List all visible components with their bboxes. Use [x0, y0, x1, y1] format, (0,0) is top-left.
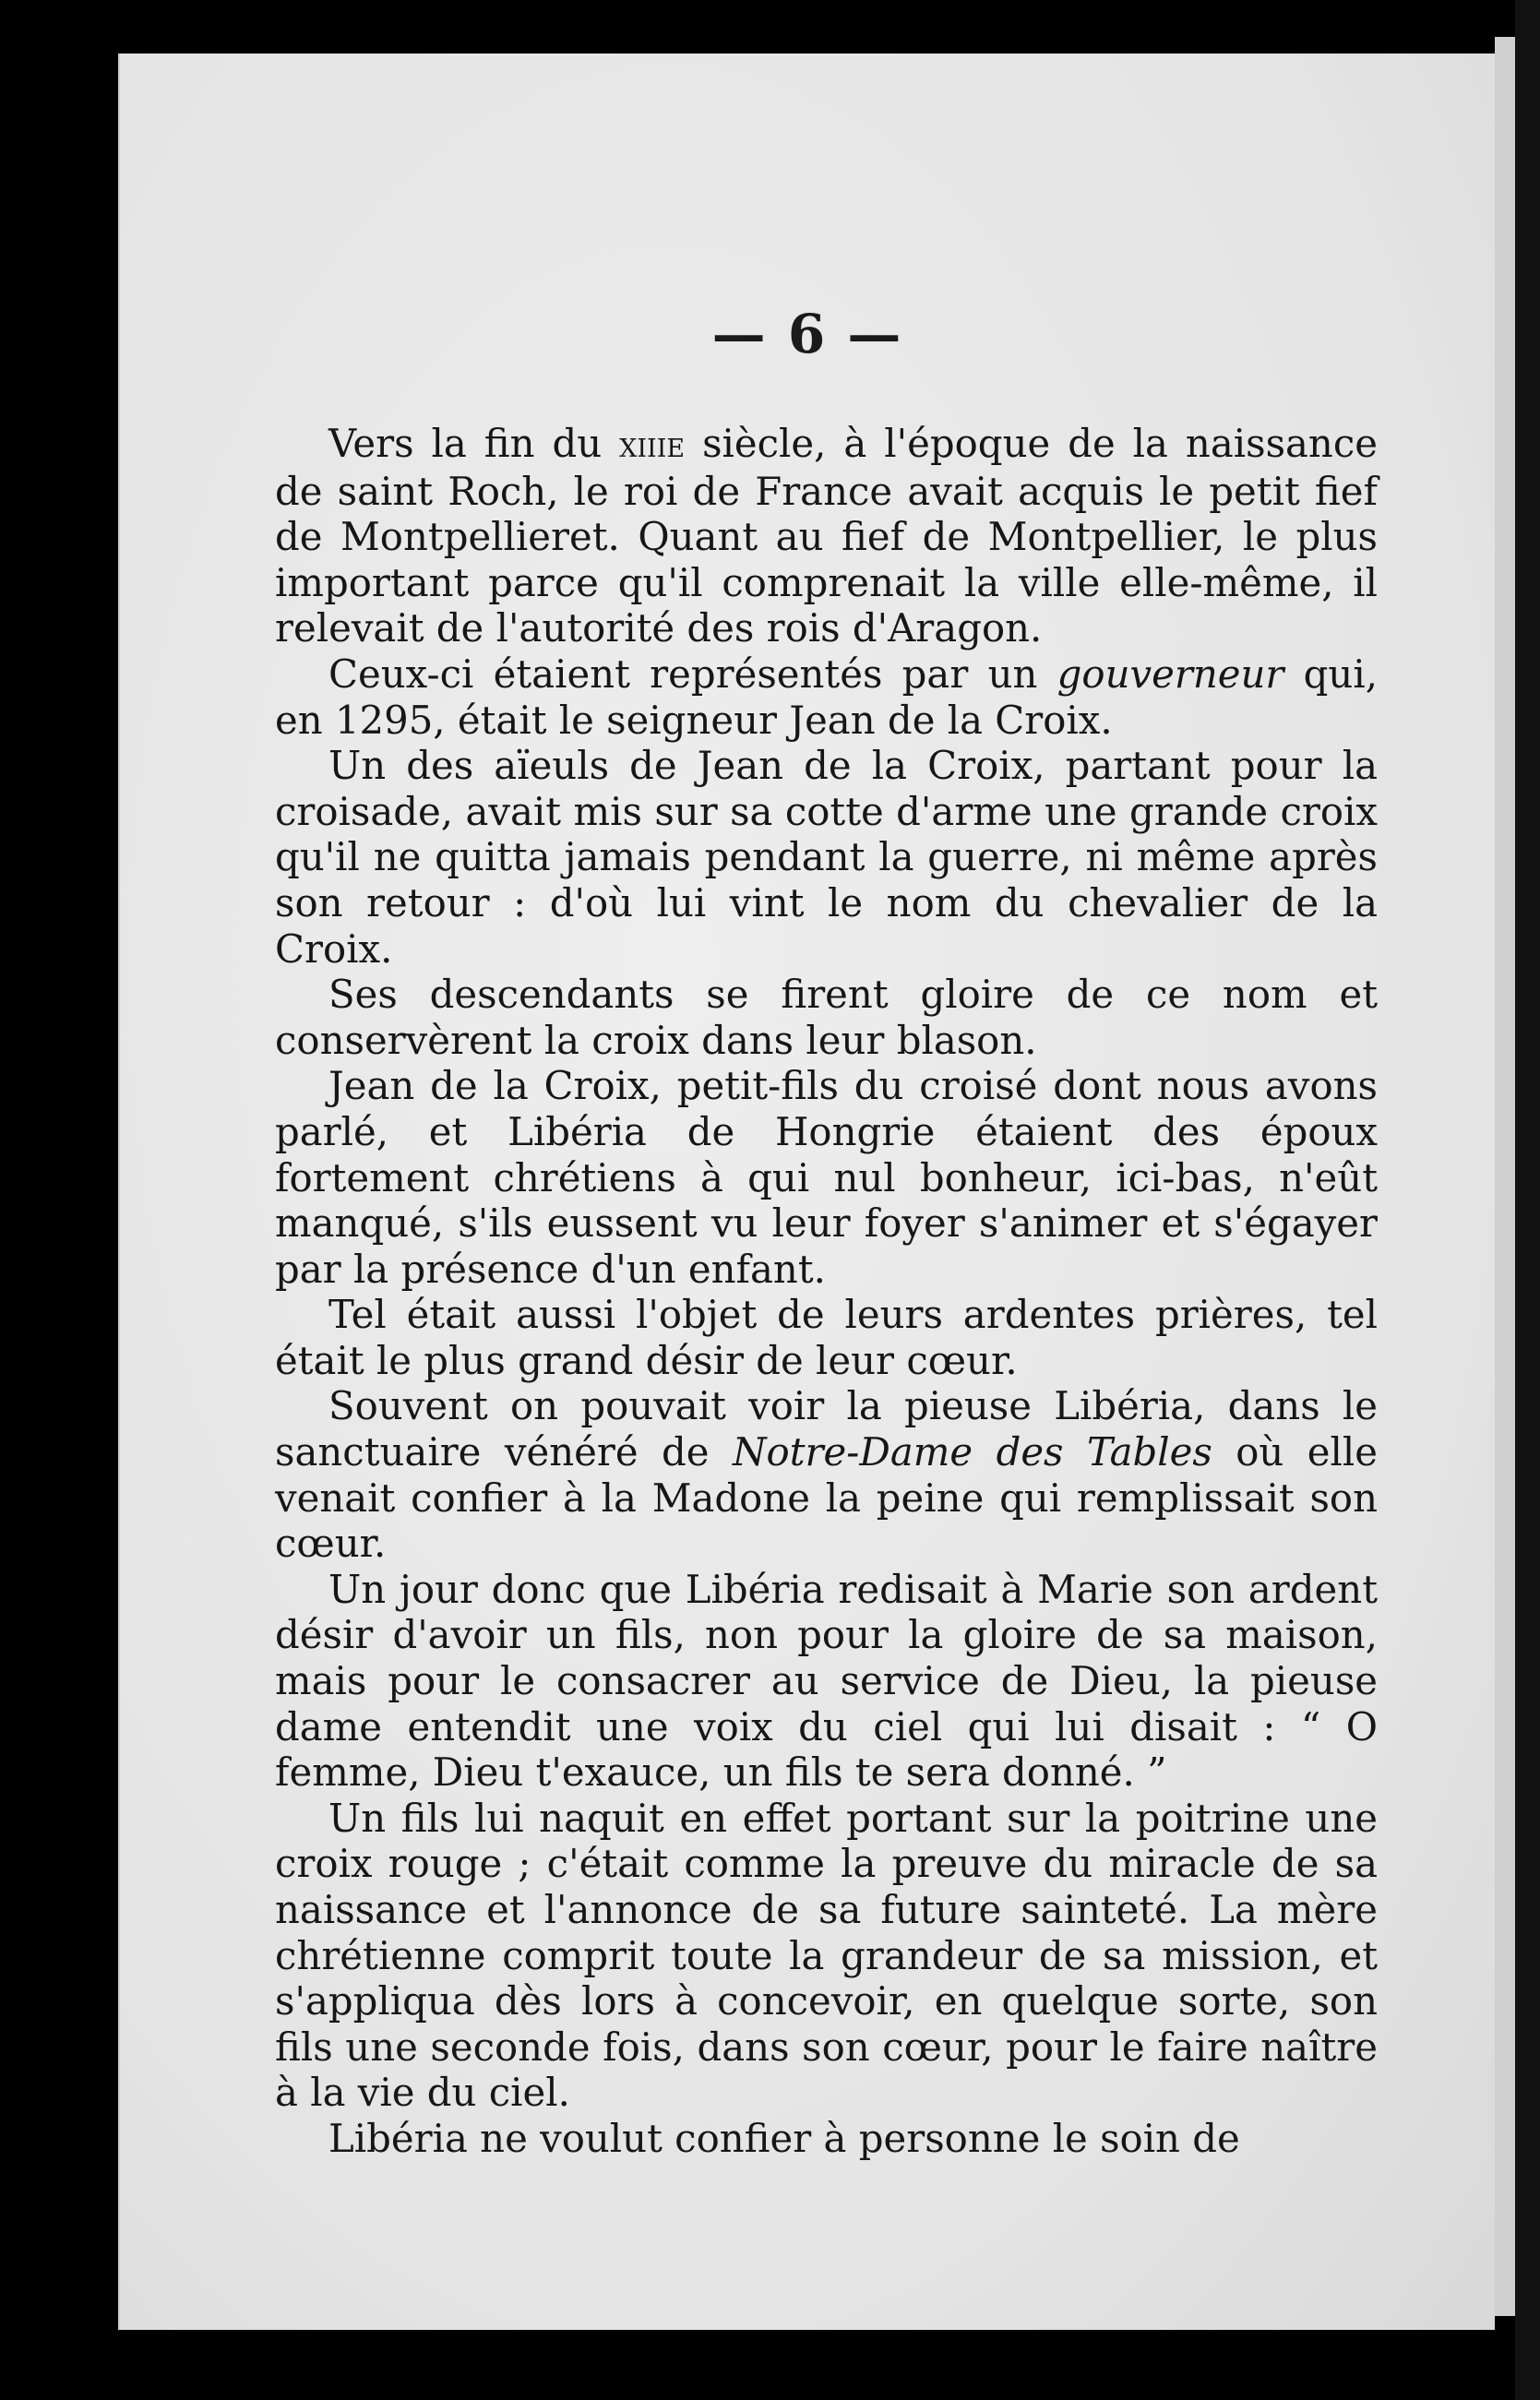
page-number: — 6 —: [711, 303, 903, 365]
paragraph-text: Un fils lui naquit en effet portant sur la poitrine une croix rouge ; c'était comme la preuve du miracle de sa naissance et l'annonce de sa future sainteté. La mère chrétienne comprit toute la grandeur de sa mission, et s'appliqua dès lors à concevoir, en quelque sorte, son fils une seconde fois, dans son cœur, pour le faire naître à la vie du ciel.: [275, 1795, 1378, 2116]
adjacent-page-edge: [1495, 37, 1515, 2316]
scan-border: [1515, 0, 1540, 2400]
paragraph: [275, 1796, 1378, 2116]
paragraph-text: Ceux-ci étaient représentés par un: [328, 651, 1057, 697]
paragraph-text: Tel était aussi l'objet de leurs ardentes prières, tel était le plus grand désir de leur cœur.: [275, 1292, 1378, 1383]
small-caps-text: xiiie: [619, 424, 686, 466]
paragraph-text: siècle, à l'époque de la naissance de saint Roch, le roi de France avait acquis le petit fief de Montpellieret. Quant au fief de Montpellier, le plus important parce qu'il comprenait la ville elle-même, il relevait de l'autorité des rois d'Aragon.: [275, 421, 1378, 651]
paragraph: [275, 1383, 1378, 1566]
italic-text: Notre-Dame des Tables: [732, 1429, 1212, 1475]
paragraph: [275, 2116, 1378, 2162]
paragraph-text: Libéria ne voulut confier à personne le soin de: [328, 2115, 1240, 2161]
paragraph: [275, 743, 1378, 972]
paragraph-text: Un jour donc que Libéria redisait à Marie son ardent désir d'avoir un fils, non pour la gloire de sa maison, mais pour le consacrer au service de Dieu, la pieuse dame entendit une voix du ciel qui lui disait : “ O femme, Dieu t'exauce, un fils te sera donné. ”: [275, 1566, 1378, 1796]
body-text: [275, 421, 1378, 2162]
paragraph: [275, 1063, 1378, 1292]
paragraph: [275, 1292, 1378, 1383]
paragraph-text: Un des aïeuls de Jean de la Croix, partant pour la croisade, avait mis sur sa cotte d'arme une grande croix qu'il ne quitta jamais pendant la guerre, ni même après son retour : d'où lui vint le nom du chevalier de la Croix.: [275, 743, 1378, 972]
paragraph-text: Ses descendants se firent gloire de ce nom et conservèrent la croix dans leur blason.: [275, 972, 1378, 1063]
paragraph-text: Souvent on pouvait voir la pieuse Libéria, dans le sanctuaire vénéré de: [275, 1383, 1378, 1475]
paragraph: [275, 651, 1378, 743]
paragraph-text: où elle venait confier à la Madone la peine qui remplissait son cœur.: [275, 1429, 1378, 1567]
paragraph-text: qui, en 1295, était le seigneur Jean de la Croix.: [275, 651, 1378, 743]
italic-text: gouverneur: [1057, 651, 1284, 697]
paragraph: [275, 972, 1378, 1063]
paragraph-text: Jean de la Croix, petit-fils du croisé dont nous avons parlé, et Libéria de Hongrie étaient des époux fortement chrétiens à qui nul bonheur, ici-bas, n'eût manqué, s'ils eussent vu leur foyer s'animer et s'égayer par la présence d'un enfant.: [275, 1063, 1378, 1292]
paragraph: [275, 1567, 1378, 1796]
paragraph: [275, 421, 1378, 651]
paragraph-text: Vers la fin du: [328, 421, 620, 466]
book-page: [118, 54, 1495, 2330]
